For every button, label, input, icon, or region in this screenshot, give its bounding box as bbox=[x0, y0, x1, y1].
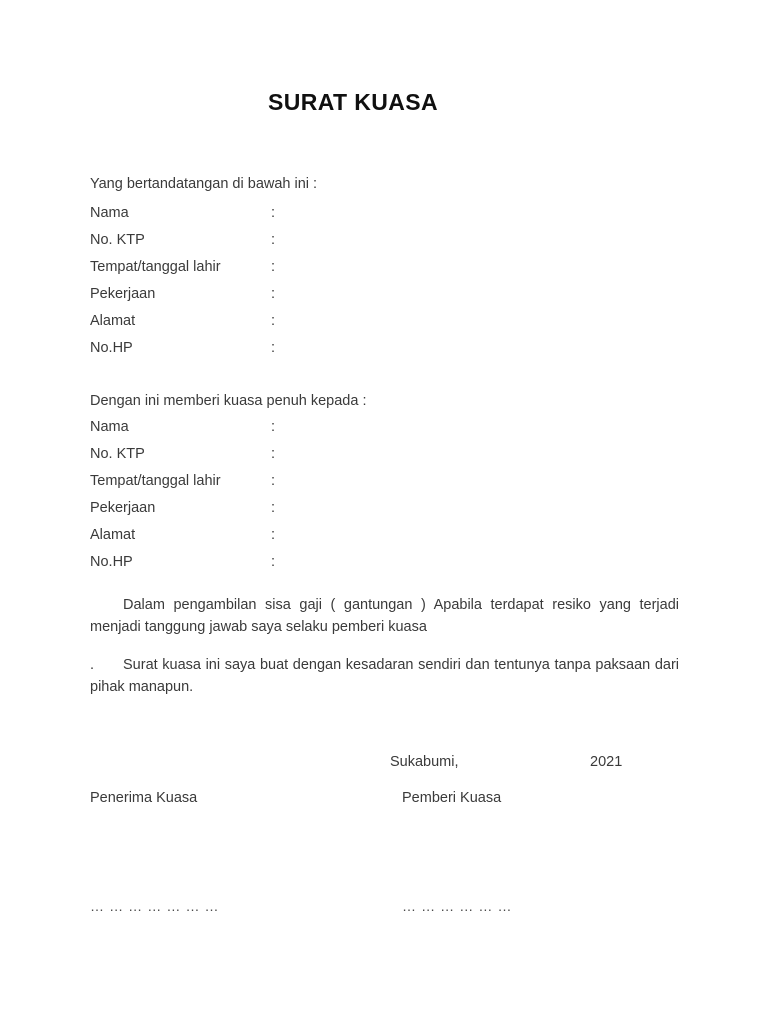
field-row-no-ktp-grantee bbox=[90, 441, 430, 468]
field-label: Alamat bbox=[90, 313, 136, 329]
field-row-no-ktp-grantor bbox=[90, 227, 430, 254]
field-row-no-hp-grantor bbox=[90, 335, 430, 362]
paragraph-lead-mark: . bbox=[90, 657, 95, 673]
field-separator: : bbox=[271, 527, 276, 543]
field-label: Tempat/tanggal lahir bbox=[90, 473, 221, 489]
field-separator: : bbox=[271, 554, 276, 570]
signature-line-receiver[interactable]: … … … … … … … bbox=[90, 898, 220, 914]
place-and-date bbox=[390, 754, 680, 771]
field-label: Tempat/tanggal lahir bbox=[90, 259, 221, 275]
grantor-field-list bbox=[90, 200, 430, 362]
field-separator: : bbox=[271, 500, 276, 516]
field-row-alamat-grantee bbox=[90, 522, 430, 549]
field-separator: : bbox=[271, 232, 276, 248]
field-row-tempat-tanggal-lahir-grantor bbox=[90, 254, 430, 281]
page-title: SURAT KUASA bbox=[267, 89, 439, 115]
field-label: No. KTP bbox=[90, 446, 145, 462]
field-separator: : bbox=[271, 286, 276, 302]
field-row-tempat-tanggal-lahir-grantee bbox=[90, 468, 430, 495]
signature-city: Sukabumi, bbox=[390, 754, 459, 770]
signature-role-giver: Pemberi Kuasa bbox=[402, 790, 502, 806]
field-separator: : bbox=[271, 473, 276, 489]
signature-role-receiver: Penerima Kuasa bbox=[90, 790, 198, 806]
paragraph-responsibility: Dalam pengambilan sisa gaji ( gantungan ) Apabila terdapat resiko yang terjadi menjadi tanggung jawab saya selaku pemberi kuasa bbox=[90, 597, 679, 635]
field-separator: : bbox=[271, 313, 276, 329]
grantor-intro-text: Yang bertandatangan di bawah ini : bbox=[90, 176, 318, 192]
field-row-pekerjaan-grantee bbox=[90, 495, 430, 522]
field-label: Pekerjaan bbox=[90, 500, 156, 516]
field-label: Alamat bbox=[90, 527, 136, 543]
field-row-no-hp-grantee bbox=[90, 549, 430, 576]
field-separator: : bbox=[271, 340, 276, 356]
field-row-nama-grantee bbox=[90, 414, 430, 441]
field-label: Pekerjaan bbox=[90, 286, 156, 302]
signature-year: 2021 bbox=[590, 754, 623, 770]
field-separator: : bbox=[271, 259, 276, 275]
field-label: Nama bbox=[90, 419, 129, 435]
field-label: Nama bbox=[90, 205, 129, 221]
field-label: No. KTP bbox=[90, 232, 145, 248]
field-row-pekerjaan-grantor bbox=[90, 281, 430, 308]
field-separator: : bbox=[271, 446, 276, 462]
field-label: No.HP bbox=[90, 554, 133, 570]
field-separator: : bbox=[271, 205, 276, 221]
paragraph-declaration-text: Surat kuasa ini saya buat dengan kesadaran sendiri dan tentunya tanpa paksaan dari pihak manapun. bbox=[90, 657, 679, 695]
grantee-field-list bbox=[90, 414, 430, 576]
field-label: No.HP bbox=[90, 340, 133, 356]
paragraph-declaration bbox=[90, 654, 679, 698]
field-row-alamat-grantor bbox=[90, 308, 430, 335]
field-row-nama-grantor bbox=[90, 200, 430, 227]
field-separator: : bbox=[271, 419, 276, 435]
grantee-intro-text: Dengan ini memberi kuasa penuh kepada : bbox=[90, 393, 367, 409]
signature-line-giver[interactable]: … … … … … … bbox=[402, 898, 513, 914]
